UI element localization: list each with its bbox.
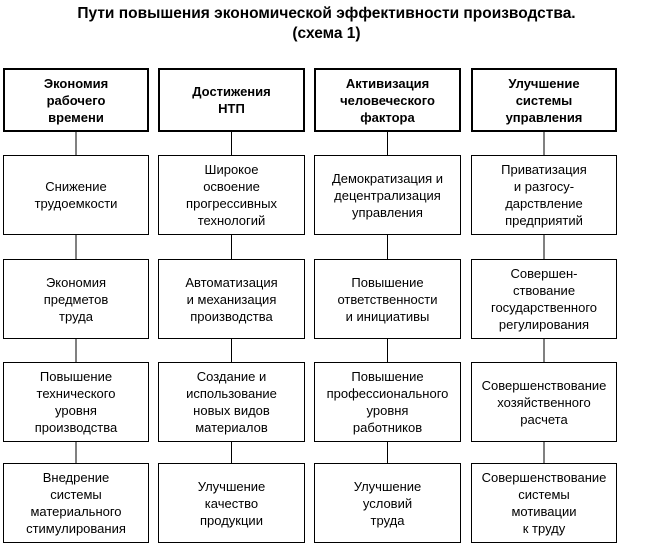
header-ntp-achievements	[158, 68, 305, 132]
box-col3-item2	[314, 259, 461, 339]
header-human-factor	[314, 68, 461, 132]
box-col4-item1	[471, 155, 617, 235]
header-ntp-achievements-label: Достижения НТП	[192, 84, 271, 116]
box-col1-item2	[3, 259, 149, 339]
box-col1-item1-label: Снижение трудоемкости	[34, 179, 118, 211]
box-col2-item2-label: Автоматизация и механизация производства	[185, 274, 278, 324]
box-col4-item2	[471, 259, 617, 339]
box-col3-item4-label: Улучшение условий труда	[353, 478, 422, 528]
header-management-system	[471, 68, 617, 132]
box-col3-item2-label: Повышение ответственности и инициативы	[337, 274, 438, 324]
box-col4-item1-label: Приватизация и разгосу- дарствление предприятий	[501, 162, 587, 228]
box-col1-item2-label: Экономия предметов труда	[43, 274, 109, 324]
header-economy-work-time-label: Экономия рабочего времени	[43, 75, 109, 125]
title-line-1: Пути повышения экономической эффективности производства.	[77, 5, 576, 22]
box-col2-item1	[158, 155, 305, 235]
box-col1-item1	[3, 155, 149, 235]
box-col2-item1-label: Широкое освоение прогрессивных технологий	[186, 162, 277, 228]
box-col2-item4	[158, 463, 305, 543]
box-col1-item3	[3, 362, 149, 442]
box-col1-item4-label: Внедрение системы материального стимулирования	[26, 470, 126, 536]
box-col1-item4	[3, 463, 149, 543]
box-col2-item3	[158, 362, 305, 442]
header-management-system-label: Улучшение системы управления	[505, 75, 583, 125]
box-col2-item4-label: Улучшение качество продукции	[197, 478, 266, 528]
box-col3-item1	[314, 155, 461, 235]
header-economy-work-time	[3, 68, 149, 132]
box-col4-item4-label: Совершенствование системы мотивации к труду	[481, 470, 607, 536]
title-line-2: (схема 1)	[292, 25, 361, 42]
box-col4-item3-label: Совершенствование хозяйственного расчета	[481, 377, 607, 427]
box-col3-item3	[314, 362, 461, 442]
box-col2-item3-label: Создание и использование новых видов материалов	[186, 369, 277, 435]
box-col3-item4	[314, 463, 461, 543]
box-col4-item2-label: Совершен- ствование государственного регулирования	[490, 266, 598, 332]
box-col3-item1-label: Демократизация и децентрализация управления	[331, 170, 444, 220]
box-col4-item4	[471, 463, 617, 543]
box-col4-item3	[471, 362, 617, 442]
box-col1-item3-label: Повышение технического уровня производства	[34, 369, 118, 435]
box-col3-item3-label: Повышение профессионального уровня работников	[326, 369, 449, 435]
header-human-factor-label: Активизация человеческого фактора	[340, 75, 435, 125]
box-col2-item2	[158, 259, 305, 339]
